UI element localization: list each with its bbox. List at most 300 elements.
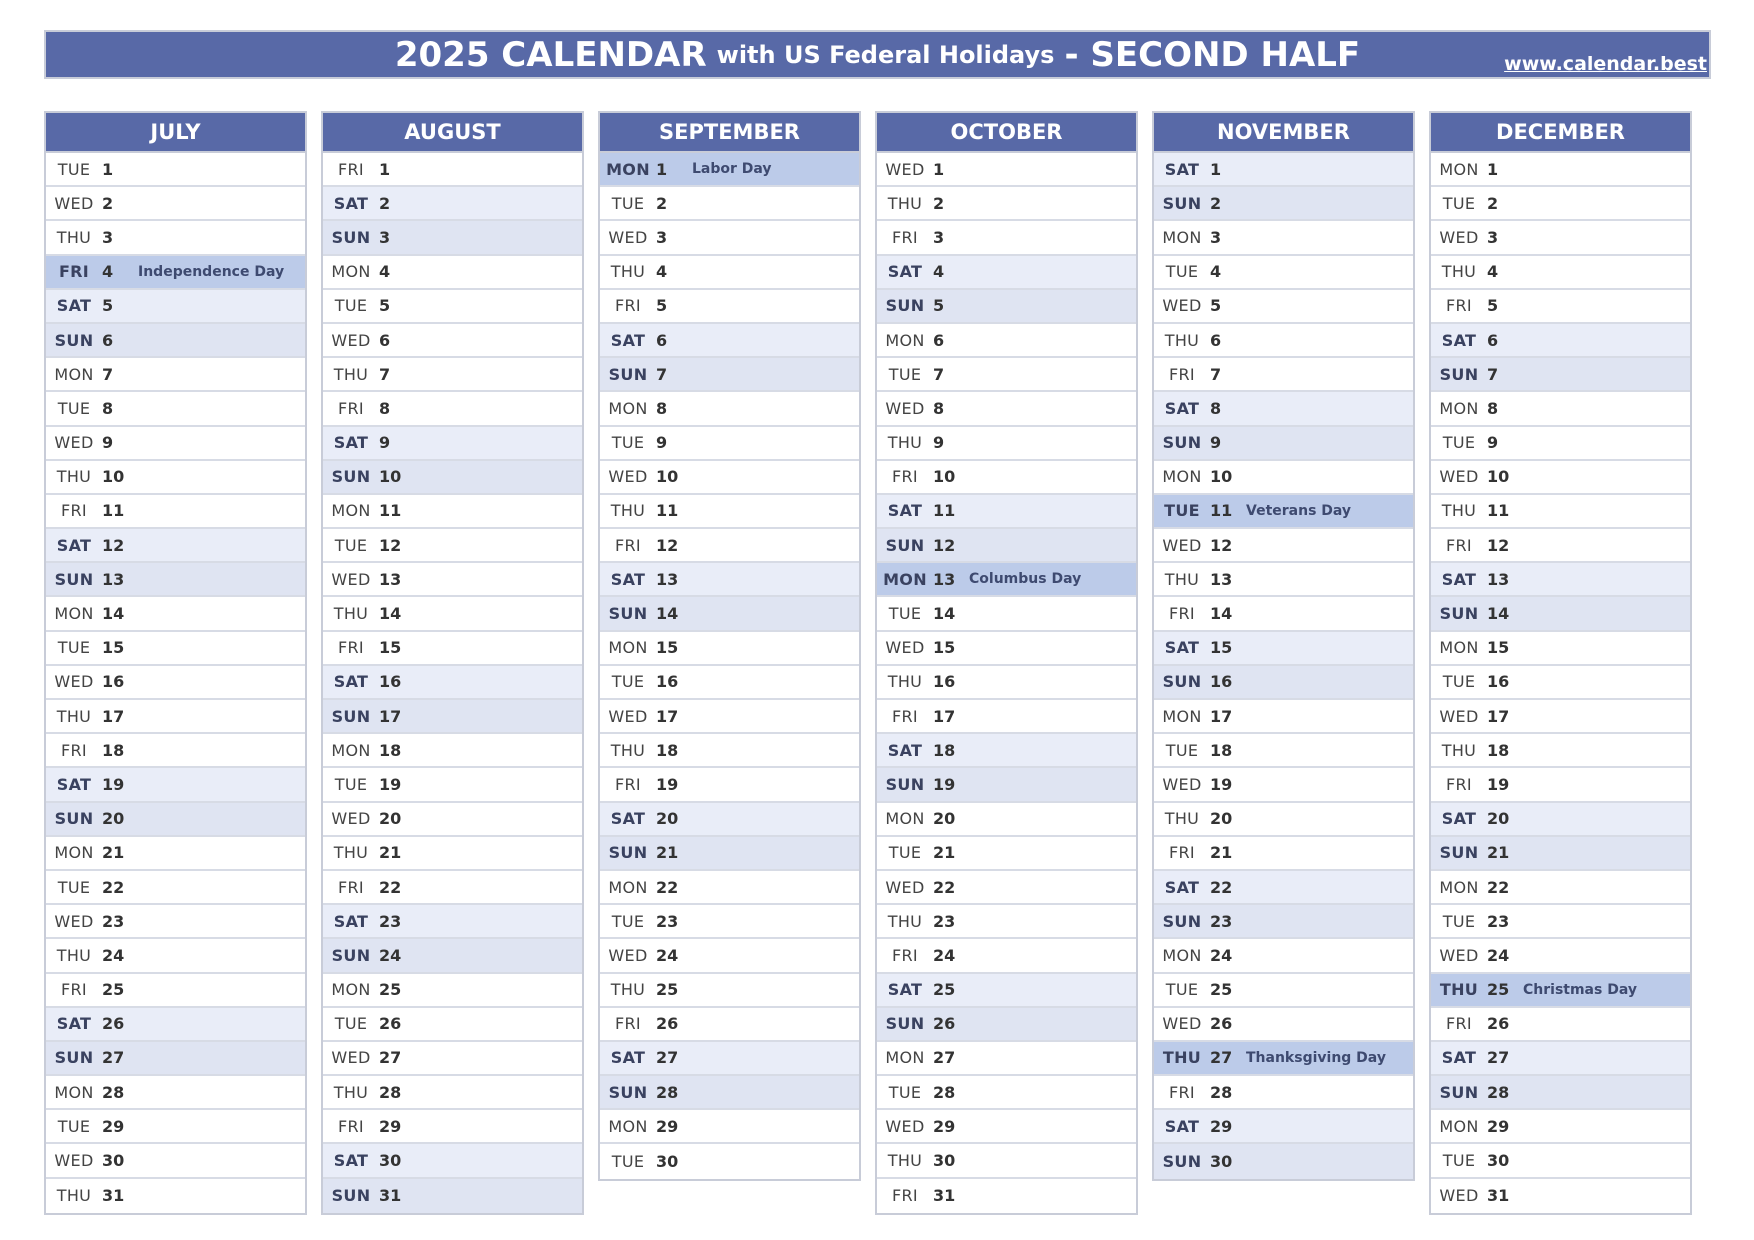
day-row [1431,666,1690,700]
day-number: 8 [1210,398,1222,418]
day-row [323,1076,582,1110]
day-number: 28 [1210,1082,1233,1102]
day-row [1431,734,1690,768]
day-number: 19 [102,774,125,794]
weekday-label: SAT [333,193,369,213]
day-number: 20 [102,809,125,829]
day-number: 21 [102,843,125,863]
month-header: AUGUST [323,113,582,153]
weekday-label: FRI [1446,1014,1472,1034]
day-row [877,324,1136,358]
weekday-label: MON [606,159,650,179]
weekday-label: MON [331,740,371,760]
day-row [1154,221,1413,255]
day-row [877,1076,1136,1110]
weekday-label: FRI [1446,296,1472,316]
weekday-label: FRI [61,980,87,1000]
day-row [323,529,582,563]
weekday-label: FRI [58,262,90,282]
day-number: 27 [933,1048,956,1068]
day-row [1431,768,1690,802]
day-number: 25 [656,980,679,1000]
day-number: 4 [1210,262,1222,282]
weekday-label: WED [331,330,371,350]
day-number: 11 [379,501,402,521]
title-half: - SECOND HALF [1064,34,1361,75]
day-row [1431,632,1690,666]
day-number: 13 [933,569,956,589]
weekday-label: WED [331,1048,371,1068]
weekday-label: MON [54,364,94,384]
weekday-label: WED [885,398,925,418]
day-number: 14 [379,604,402,624]
day-row [600,700,859,734]
weekday-label: TUE [57,398,91,418]
day-number: 25 [102,980,125,1000]
day-number: 8 [379,398,391,418]
day-number: 4 [102,262,114,282]
day-number: 30 [379,1151,402,1171]
day-row [323,905,582,939]
day-number: 17 [656,706,679,726]
weekday-label: TUE [888,604,922,624]
day-row [1431,358,1690,392]
day-row [1154,324,1413,358]
day-number: 22 [1210,877,1233,897]
day-row [1431,1042,1690,1076]
day-row [1154,1008,1413,1042]
day-number: 2 [379,193,391,213]
day-row [600,768,859,802]
day-number: 23 [102,911,125,931]
day-number: 13 [1210,569,1233,589]
weekday-label: THU [333,1082,369,1102]
day-row [1431,153,1690,187]
day-number: 7 [656,364,668,384]
day-number: 22 [933,877,956,897]
day-number: 8 [102,398,114,418]
day-row [600,324,859,358]
weekday-label: TUE [1442,672,1476,692]
weekday-label: THU [1441,501,1477,521]
weekday-label: SAT [610,330,646,350]
day-row [46,871,305,905]
day-number: 11 [933,501,956,521]
day-row [1431,495,1690,529]
day-number: 13 [1487,569,1510,589]
day-row [600,187,859,221]
day-number: 20 [1487,809,1510,829]
holiday-name: Christmas Day [1523,981,1637,998]
day-row [600,563,859,597]
day-number: 18 [379,740,402,760]
weekday-label: TUE [1165,262,1199,282]
day-row [46,461,305,495]
day-row [1431,290,1690,324]
day-row [600,1144,859,1178]
weekday-label: WED [1439,706,1479,726]
day-number: 10 [102,467,125,487]
weekday-label: SUN [331,467,371,487]
day-number: 2 [102,193,114,213]
day-number: 27 [656,1048,679,1068]
day-number: 25 [933,980,956,1000]
day-number: 1 [379,159,391,179]
weekday-label: SAT [333,1151,369,1171]
day-number: 12 [1487,535,1510,555]
day-row [1154,939,1413,973]
day-row [877,153,1136,187]
day-number: 2 [1210,193,1222,213]
day-row [1154,563,1413,597]
weekday-label: SAT [1164,398,1200,418]
day-number: 14 [1210,604,1233,624]
weekday-label: TUE [1165,980,1199,1000]
weekday-label: SAT [56,1014,92,1034]
day-row [1431,700,1690,734]
day-number: 14 [102,604,125,624]
day-row [46,221,305,255]
weekday-label: SAT [1164,1116,1200,1136]
day-row [600,1076,859,1110]
weekday-label: FRI [892,706,918,726]
weekday-label: SUN [1162,193,1202,213]
day-number: 26 [1210,1014,1233,1034]
day-number: 5 [102,296,114,316]
day-number: 15 [656,638,679,658]
weekday-label: TUE [611,672,645,692]
day-number: 9 [1210,433,1222,453]
weekday-label: SAT [1164,638,1200,658]
day-row [323,563,582,597]
day-number: 11 [1210,501,1233,521]
day-row [600,734,859,768]
day-number: 21 [379,843,402,863]
day-number: 11 [656,501,679,521]
weekday-label: WED [885,638,925,658]
day-row [1154,256,1413,290]
day-number: 10 [379,467,402,487]
weekday-label: FRI [615,296,641,316]
day-number: 27 [379,1048,402,1068]
day-row [877,632,1136,666]
day-number: 20 [379,809,402,829]
weekday-label: THU [56,227,92,247]
day-row [323,358,582,392]
day-number: 24 [1487,945,1510,965]
day-number: 31 [933,1186,956,1206]
day-number: 4 [933,262,945,282]
month-header: DECEMBER [1431,113,1690,153]
day-number: 27 [102,1048,125,1068]
weekday-label: FRI [1169,604,1195,624]
day-row [1154,597,1413,631]
weekday-label: SUN [608,364,648,384]
weekday-label: THU [1162,1048,1202,1068]
day-number: 28 [102,1082,125,1102]
day-number: 6 [656,330,668,350]
weekday-label: SAT [1441,1048,1477,1068]
day-number: 3 [656,227,668,247]
day-number: 24 [1210,945,1233,965]
day-row [323,1110,582,1144]
day-row [1431,1008,1690,1042]
day-number: 2 [656,193,668,213]
day-number: 1 [933,159,945,179]
day-row [323,768,582,802]
day-number: 21 [933,843,956,863]
day-number: 23 [1487,911,1510,931]
weekday-label: FRI [892,945,918,965]
weekday-label: SUN [1162,672,1202,692]
day-row [46,1144,305,1178]
day-number: 19 [1210,774,1233,794]
day-row [46,290,305,324]
weekday-label: TUE [57,638,91,658]
day-number: 8 [656,398,668,418]
day-row [46,1179,305,1213]
weekday-label: TUE [57,159,91,179]
day-number: 19 [1487,774,1510,794]
day-row [600,290,859,324]
day-row [323,1179,582,1213]
day-row [323,734,582,768]
weekday-label: THU [1439,980,1479,1000]
day-row [46,324,305,358]
weekday-label: FRI [1446,774,1472,794]
weekday-label: MON [54,1082,94,1102]
weekday-label: MON [331,262,371,282]
day-number: 30 [933,1151,956,1171]
weekday-label: FRI [61,501,87,521]
weekday-label: FRI [892,1186,918,1206]
weekday-label: FRI [1446,535,1472,555]
weekday-label: TUE [334,296,368,316]
weekday-label: SUN [1162,433,1202,453]
day-number: 24 [656,945,679,965]
day-row [46,1042,305,1076]
day-row [1431,1076,1690,1110]
day-row [323,871,582,905]
day-row [600,427,859,461]
day-row [323,187,582,221]
day-row [600,974,859,1008]
weekday-label: SUN [1162,1152,1202,1172]
holiday-row [46,256,305,290]
weekday-label: WED [1439,467,1479,487]
weekday-label: WED [885,1116,925,1136]
weekday-label: SUN [331,227,371,247]
day-row [877,358,1136,392]
day-row [877,461,1136,495]
weekday-label: TUE [888,843,922,863]
day-row [46,529,305,563]
weekday-label: THU [887,1151,923,1171]
day-row [877,871,1136,905]
day-row [600,1110,859,1144]
weekday-label: TUE [611,193,645,213]
day-row [323,939,582,973]
weekday-label: SAT [1164,877,1200,897]
weekday-label: THU [1441,740,1477,760]
weekday-label: TUE [1442,911,1476,931]
holiday-name: Thanksgiving Day [1246,1049,1386,1066]
day-row [1431,597,1690,631]
day-row [600,1008,859,1042]
day-row [1154,700,1413,734]
weekday-label: TUE [888,1082,922,1102]
day-row [1154,290,1413,324]
day-number: 12 [656,535,679,555]
day-row [1431,871,1690,905]
day-row [46,187,305,221]
day-row [877,427,1136,461]
weekday-label: WED [331,809,371,829]
month-november [1152,111,1415,1181]
day-row [1154,392,1413,426]
day-number: 5 [1487,296,1499,316]
weekday-label: FRI [1169,364,1195,384]
weekday-label: WED [608,467,648,487]
weekday-label: SUN [331,1186,371,1206]
weekday-label: THU [333,364,369,384]
weekday-label: THU [1441,262,1477,282]
weekday-label: WED [54,193,94,213]
weekday-label: FRI [892,467,918,487]
weekday-label: WED [331,569,371,589]
day-row [1431,905,1690,939]
day-number: 30 [102,1151,125,1171]
weekday-label: SAT [887,980,923,1000]
day-number: 9 [102,433,114,453]
weekday-label: SUN [54,330,94,350]
day-number: 15 [933,638,956,658]
weekday-label: MON [331,501,371,521]
day-row [600,358,859,392]
day-row [600,597,859,631]
day-row [1154,768,1413,802]
day-number: 11 [102,501,125,521]
day-row [1154,1110,1413,1144]
day-number: 29 [1487,1116,1510,1136]
title-year: 2025 CALENDAR [394,34,707,75]
day-row [46,597,305,631]
weekday-label: SUN [1439,1082,1479,1102]
weekday-label: SAT [56,774,92,794]
weekday-label: SUN [608,1082,648,1102]
day-row [323,803,582,837]
day-row [877,495,1136,529]
day-row [600,939,859,973]
weekday-label: MON [608,877,648,897]
day-number: 12 [102,535,125,555]
weekday-label: THU [610,980,646,1000]
weekday-label: FRI [338,638,364,658]
day-number: 4 [656,262,668,282]
day-number: 18 [933,740,956,760]
day-row [46,1008,305,1042]
day-row [1431,324,1690,358]
day-number: 23 [933,911,956,931]
day-row [323,290,582,324]
weekday-label: THU [887,433,923,453]
day-row [46,495,305,529]
weekday-label: FRI [1169,843,1195,863]
weekday-label: WED [1439,227,1479,247]
day-number: 21 [656,843,679,863]
day-number: 24 [379,945,402,965]
weekday-label: WED [885,159,925,179]
day-number: 16 [656,672,679,692]
day-number: 21 [1210,843,1233,863]
day-number: 28 [379,1082,402,1102]
day-row [600,905,859,939]
day-number: 26 [102,1014,125,1034]
day-number: 22 [379,877,402,897]
day-number: 30 [656,1152,679,1172]
weekday-label: TUE [1164,501,1200,521]
day-row [46,974,305,1008]
day-number: 16 [102,672,125,692]
weekday-label: FRI [338,1116,364,1136]
weekday-label: WED [1162,535,1202,555]
day-row [323,597,582,631]
weekday-label: SUN [331,945,371,965]
weekday-label: SAT [333,433,369,453]
weekday-label: THU [333,843,369,863]
weekday-label: SAT [1441,330,1477,350]
weekday-label: MON [885,809,925,829]
weekday-label: SUN [885,1014,925,1034]
weekday-label: THU [1164,569,1200,589]
day-row [46,153,305,187]
day-number: 15 [1210,638,1233,658]
weekday-label: SAT [887,262,923,282]
day-row [46,700,305,734]
month-header: NOVEMBER [1154,113,1413,153]
day-row [1431,939,1690,973]
day-number: 30 [1487,1151,1510,1171]
weekday-label: THU [333,604,369,624]
weekday-label: TUE [334,1014,368,1034]
day-number: 7 [379,364,391,384]
weekday-label: THU [887,672,923,692]
day-number: 28 [656,1082,679,1102]
day-number: 18 [656,740,679,760]
day-row [877,700,1136,734]
weekday-label: WED [1162,774,1202,794]
day-row [323,461,582,495]
day-row [877,1008,1136,1042]
day-number: 28 [1487,1082,1510,1102]
weekday-label: SUN [1439,843,1479,863]
weekday-label: MON [885,330,925,350]
weekday-label: TUE [1442,433,1476,453]
day-number: 17 [379,706,402,726]
site-link[interactable]: www.calendar.best [1504,53,1707,75]
day-row [323,632,582,666]
month-header: SEPTEMBER [600,113,859,153]
day-row [1431,837,1690,871]
day-row [1154,666,1413,700]
weekday-label: SUN [54,569,94,589]
day-row [877,1042,1136,1076]
day-number: 16 [379,672,402,692]
day-number: 10 [1210,467,1233,487]
weekday-label: MON [1162,706,1202,726]
weekday-label: SUN [608,604,648,624]
day-number: 14 [656,604,679,624]
